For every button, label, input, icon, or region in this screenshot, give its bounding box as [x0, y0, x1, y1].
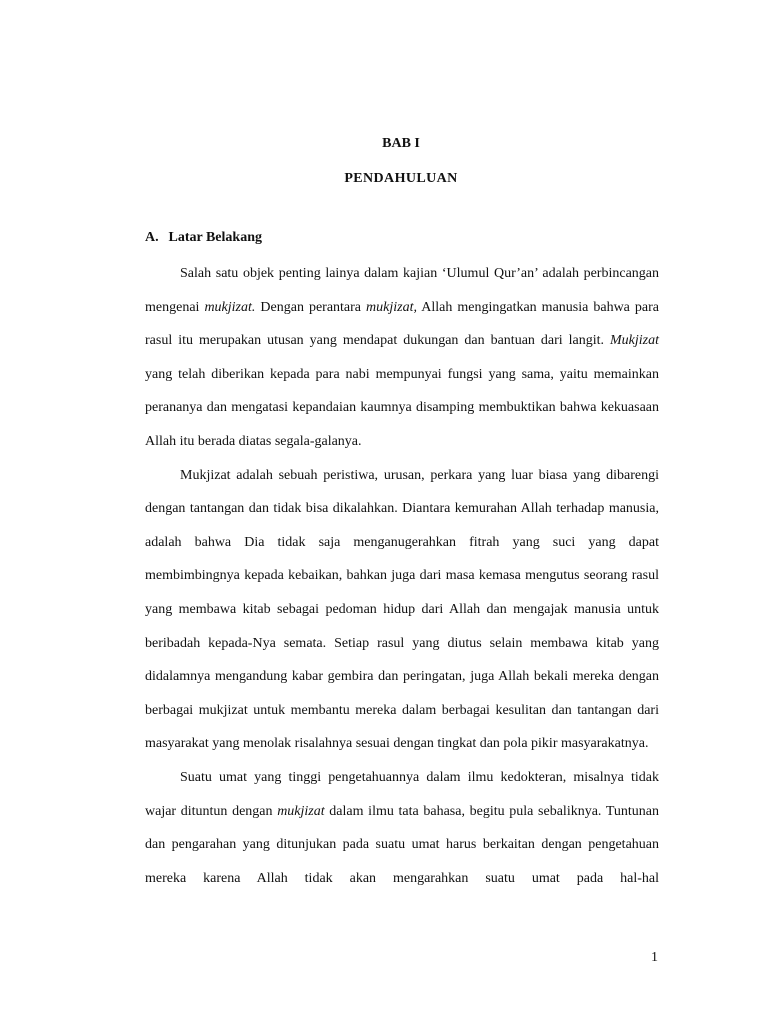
italic-term: mukjizat [277, 803, 325, 819]
body-text [145, 257, 659, 895]
chapter-title: BAB I [382, 136, 420, 151]
text-segment: yang telah diberikan kepada para nabi mempunyai fungsi yang sama, yaitu memainkan perananya dan mengatasi kepandaian kaumnya disamping membuktikan bahwa kekuasaan Allah itu berada diatas segala-galanya. [145, 366, 659, 449]
paragraph-2 [145, 459, 659, 761]
text-segment: dalam ilmu tata bahasa, begitu pula sebaliknya. Tuntunan dan pengarahan yang ditunjukan pada suatu umat harus berkaitan dengan pengetahuan mereka karena Allah tidak akan mengarahkan suatu umat pada hal-hal [145, 803, 659, 886]
italic-term: mukjizat. [204, 299, 256, 315]
italic-term: mukjizat, [366, 299, 417, 315]
paragraph-1 [145, 257, 659, 459]
text-segment: Salah satu objek penting lainya dalam kajian ‘Ulumul Qur’an’ adalah perbincangan mengenai [145, 266, 659, 315]
text-segment: Mukjizat adalah sebuah peristiwa, urusan, perkara yang luar biasa yang dibarengi dengan tantangan dan tidak bisa dikalahkan. Diantara kemurahan Allah terhadap manusia, adalah bahwa Dia tidak saja menganugerahkan fitrah yang suci yang dapat membimbingnya kepada kebaikan, bahkan juga dari masa kemasa mengutus seorang rasul yang membawa kitab sebagai pedoman hidup dari Allah dan mengajak manusia untuk beribadah kepada-Nya semata. Setiap rasul yang diutus selain membawa kitab yang didalamnya mengandung kabar gembira dan peringatan, juga Allah bekali mereka dengan berbagai mukjizat untuk membantu mereka dalam berbagai kesulitan dan tantangan dari masyarakat yang menolak risalahnya sesuai dengan tingkat dan pola pikir masyarakatnya. [145, 467, 659, 752]
page-number: 1 [651, 950, 658, 965]
section-number: A. [145, 230, 159, 245]
section-heading [145, 230, 262, 246]
paragraph-3 [145, 761, 659, 895]
chapter-subtitle: PENDAHULUAN [344, 171, 458, 186]
text-segment: Dengan perantara [255, 299, 367, 315]
text-segment: Allah mengingatkan manusia bahwa para rasul itu merupakan utusan yang mendapat dukungan dan bantuan dari langit. [145, 299, 659, 349]
text-segment: Suatu umat yang tinggi pengetahuannya dalam ilmu kedokteran, misalnya tidak wajar dituntun dengan [145, 769, 659, 819]
section-title: Latar Belakang [168, 230, 262, 245]
italic-term: Mukjizat [610, 333, 659, 349]
